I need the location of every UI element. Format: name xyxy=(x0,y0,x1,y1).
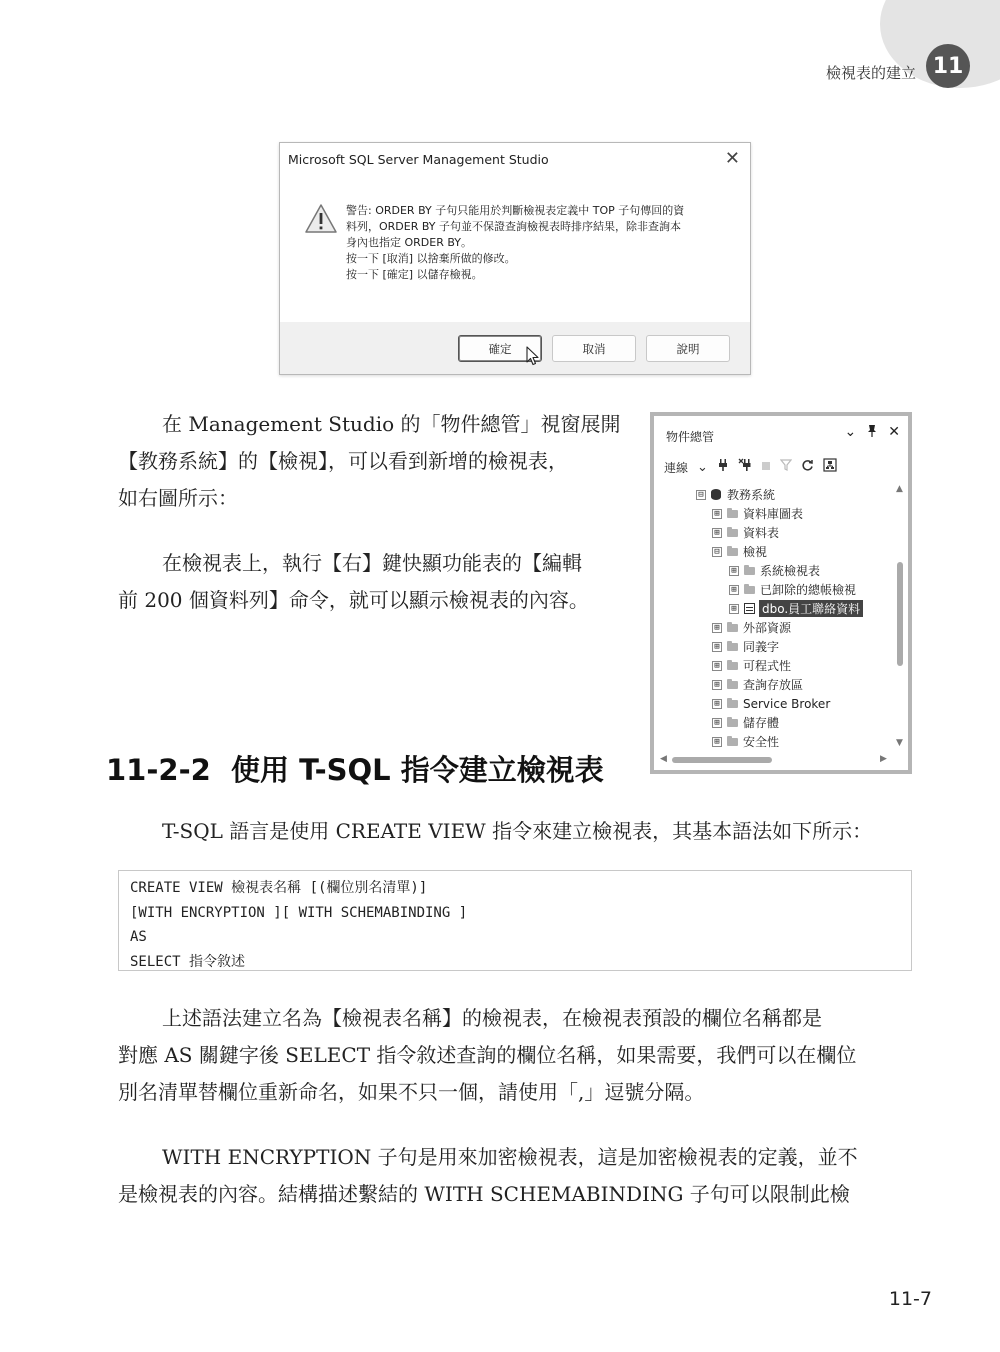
expand-icon[interactable]: ⊞ xyxy=(712,623,722,633)
cancel-button[interactable]: 取消 xyxy=(552,335,636,362)
paragraph-line: 上述語法建立名為【檢視表名稱】的檢視表，在檢視表預設的欄位名稱都是 xyxy=(162,1006,822,1030)
paragraph-line: 前 200 個資料列】命令，就可以顯示檢視表的內容。 xyxy=(118,588,589,612)
tree-node-label: 查詢存放區 xyxy=(743,678,804,692)
folder-icon xyxy=(727,529,738,537)
folder-icon xyxy=(727,681,738,689)
tree-node-synonyms[interactable] xyxy=(712,637,779,656)
tree-node-security[interactable] xyxy=(712,732,779,751)
tree-node-label: 教務系統 xyxy=(727,488,776,502)
explorer-title-icons xyxy=(845,424,900,442)
intro-paragraph xyxy=(118,406,633,517)
tree-node-label: 外部資源 xyxy=(743,621,792,635)
tree-node-employee-contact-view[interactable] xyxy=(729,599,863,618)
filter-icon[interactable] xyxy=(780,459,792,475)
horizontal-scrollbar[interactable] xyxy=(658,754,890,766)
dialog-message-line: 料列，ORDER BY 子句並不保證查詢檢視表時排序結果，除非查詢本 xyxy=(346,220,682,233)
folder-icon xyxy=(744,586,755,594)
dialog-title: Microsoft SQL Server Management Studio xyxy=(288,152,549,167)
syntax-intro-paragraph: T-SQL 語言是使用 CREATE VIEW 指令來建立檢視表，其基本語法如下所示： xyxy=(162,819,873,843)
folder-icon xyxy=(727,700,738,708)
paragraph-line: 別名清單替欄位重新命名，如果不只一個，請使用「,」逗號分隔。 xyxy=(118,1080,705,1104)
explorer-title: 物件總管 xyxy=(666,430,715,444)
folder-icon xyxy=(744,567,755,575)
expand-icon[interactable]: ⊞ xyxy=(712,718,722,728)
connect-plug-icon[interactable] xyxy=(717,458,729,476)
folder-icon xyxy=(727,662,738,670)
syntax-explanation-paragraph xyxy=(118,1000,918,1111)
tree-node-db-diagrams[interactable] xyxy=(712,504,803,523)
tree-node-label: 檢視 xyxy=(743,545,768,559)
tree-node-label: 同義字 xyxy=(743,640,780,654)
tree-node-label: 資料庫圖表 xyxy=(743,507,804,521)
expand-icon[interactable]: ⊞ xyxy=(712,509,722,519)
paragraph-line: WITH ENCRYPTION 子句是用來加密檢視表，這是加密檢視表的定義，並不 xyxy=(162,1145,858,1169)
scroll-down-arrow-icon[interactable]: ▼ xyxy=(896,738,903,748)
page-number: 11-7 xyxy=(888,1288,932,1310)
tree-node-label: 系統檢視表 xyxy=(760,564,821,578)
tree-node-label: 安全性 xyxy=(743,735,780,749)
stop-icon[interactable] xyxy=(761,460,771,475)
paragraph-line: 是檢視表的內容。結構描述繫結的 WITH SCHEMABINDING 子句可以限制此檢 xyxy=(118,1182,850,1206)
folder-icon xyxy=(727,719,738,727)
warning-dialog xyxy=(279,142,751,375)
database-icon xyxy=(711,489,721,500)
expand-icon[interactable]: ⊞ xyxy=(712,642,722,652)
dialog-button-bar xyxy=(280,322,750,374)
tree-node-label-selected: dbo.員工聯絡資料 xyxy=(759,600,863,617)
expand-icon[interactable]: ⊞ xyxy=(712,680,722,690)
tree-node-query-store[interactable] xyxy=(712,675,803,694)
folder-icon xyxy=(727,624,738,632)
expand-icon[interactable]: ⊞ xyxy=(712,661,722,671)
paragraph-line: 如右圖所示： xyxy=(118,486,238,510)
connect-button[interactable]: 連線 xyxy=(664,460,689,475)
object-explorer-panel xyxy=(650,412,912,774)
help-button[interactable]: 說明 xyxy=(646,335,730,362)
dialog-message-line: 警告: ORDER BY 子句只能用於判斷檢視表定義中 TOP 子句傳回的資 xyxy=(346,204,685,217)
collapse-icon[interactable]: ⊟ xyxy=(696,490,706,500)
scroll-right-arrow-icon[interactable]: ▶ xyxy=(880,754,887,764)
vertical-scroll-thumb[interactable] xyxy=(897,562,903,666)
dialog-message xyxy=(346,203,736,283)
explorer-toolbar xyxy=(664,456,900,478)
ok-button[interactable]: 確定 xyxy=(458,335,542,362)
scroll-up-arrow-icon[interactable]: ▲ xyxy=(896,484,903,494)
refresh-icon[interactable] xyxy=(801,459,814,476)
expand-icon[interactable]: ⊞ xyxy=(729,585,739,595)
code-line: CREATE VIEW 檢視表名稱 [(欄位別名清單)] xyxy=(130,880,428,896)
tree-node-external-resources[interactable] xyxy=(712,618,791,637)
dialog-message-line: 按一下 [確定] 以儲存檢視。 xyxy=(346,268,483,281)
view-icon xyxy=(744,603,755,614)
folder-icon xyxy=(727,510,738,518)
syntax-code-block xyxy=(118,870,912,971)
tree-node-label: 資料表 xyxy=(743,526,780,540)
close-icon[interactable]: ✕ xyxy=(724,148,740,169)
connect-dropdown-icon[interactable]: ⌄ xyxy=(697,459,708,475)
chapter-title: 檢視表的建立 xyxy=(825,64,916,82)
collapse-icon[interactable]: ⊟ xyxy=(712,547,722,557)
paragraph-line: 【教務系統】的【檢視】，可以看到新增的檢視表， xyxy=(118,449,568,473)
mouse-pointer-icon xyxy=(526,346,540,366)
tree-node-service-broker[interactable] xyxy=(712,694,830,713)
context-menu-paragraph xyxy=(118,545,633,619)
folder-icon xyxy=(727,548,738,556)
tree-node-label: 儲存體 xyxy=(743,716,780,730)
code-line: [WITH ENCRYPTION ][ WITH SCHEMABINDING ] xyxy=(130,904,468,921)
pin-icon[interactable] xyxy=(866,424,878,442)
dropdown-icon[interactable]: ⌄ xyxy=(844,424,857,440)
activity-monitor-icon[interactable] xyxy=(823,458,837,476)
warning-icon xyxy=(304,203,338,235)
folder-icon xyxy=(727,738,738,746)
encryption-paragraph xyxy=(118,1139,918,1213)
tree-node-programmability[interactable] xyxy=(712,656,791,675)
scroll-left-arrow-icon[interactable]: ◀ xyxy=(660,754,667,764)
tree-node-views[interactable] xyxy=(712,542,767,561)
horizontal-scroll-thumb[interactable] xyxy=(672,757,772,763)
tree-node-tables[interactable] xyxy=(712,523,779,542)
expand-icon[interactable]: ⊞ xyxy=(729,604,739,614)
disconnect-icon[interactable] xyxy=(738,458,752,476)
close-icon[interactable]: ✕ xyxy=(888,424,900,440)
section-heading: 11-2-2 使用 T-SQL 指令建立檢視表 xyxy=(106,753,604,787)
tree-node-storage[interactable] xyxy=(712,713,779,732)
tree-node-dropped-ledger-views[interactable] xyxy=(729,580,856,599)
dialog-message-line: 按一下 [取消] 以捨棄所做的修改。 xyxy=(346,252,516,265)
paragraph-line: 在檢視表上，執行【右】鍵快顯功能表的【編輯 xyxy=(162,551,582,575)
code-line: AS xyxy=(130,929,147,945)
code-line: SELECT 指令敘述 xyxy=(130,953,246,970)
folder-icon xyxy=(727,643,738,651)
expand-icon[interactable]: ⊞ xyxy=(712,737,722,747)
tree-node-label: 已卸除的總帳檢視 xyxy=(760,583,857,597)
tree-node-label: Service Broker xyxy=(743,696,831,711)
explorer-tree xyxy=(654,482,890,752)
chapter-number-badge: 11 xyxy=(926,44,970,88)
dialog-message-line: 身內也指定 ORDER BY。 xyxy=(346,236,473,249)
vertical-scrollbar[interactable] xyxy=(893,482,905,752)
expand-icon[interactable]: ⊞ xyxy=(712,528,722,538)
tree-node-label: 可程式性 xyxy=(743,659,792,673)
expand-icon[interactable]: ⊞ xyxy=(712,699,722,709)
paragraph-line: 對應 AS 關鍵字後 SELECT 指令敘述查詢的欄位名稱，如果需要，我們可以在欄位 xyxy=(118,1043,857,1067)
tree-node-database[interactable] xyxy=(696,485,775,504)
paragraph-line: 在 Management Studio 的「物件總管」視窗展開 xyxy=(162,412,621,436)
tree-node-system-views[interactable] xyxy=(729,561,820,580)
expand-icon[interactable]: ⊞ xyxy=(729,566,739,576)
